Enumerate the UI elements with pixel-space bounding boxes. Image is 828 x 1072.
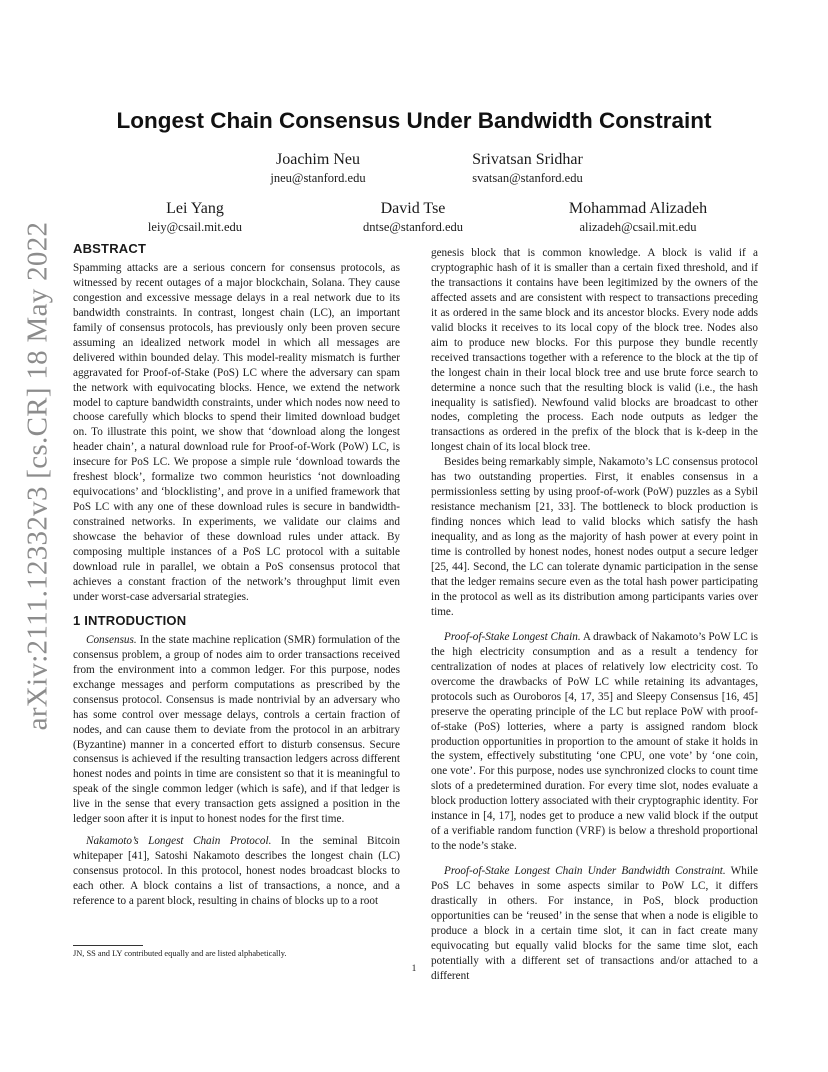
author-email: jneu@stanford.edu <box>270 171 366 185</box>
author-name: Joachim Neu <box>276 151 360 168</box>
paragraph <box>431 630 758 854</box>
paragraph-runin-heading: Proof-of-Stake Longest Chain Under Bandwidth Constraint. <box>444 865 726 878</box>
paragraph <box>73 834 400 909</box>
paragraph-runin-heading: Nakamoto’s Longest Chain Protocol. <box>86 835 272 848</box>
paper-title: Longest Chain Consensus Under Bandwidth Constraint <box>116 108 712 133</box>
arxiv-identifier-stamp <box>20 221 56 731</box>
author-email: dntse@stanford.edu <box>362 220 464 234</box>
paragraph-runin-heading: Consensus. <box>86 633 137 646</box>
paragraph: genesis block that is common knowledge. A block is valid if a cryptographic hash of it is smaller than a certain fixed threshold, and if the transactions it contains have been legitimized by the owners of the affected assets and are consistent with respect to transactions preceding it as ordered in the same block and its ancestor blocks. Every node adds valid blocks it receives to its local copy of the block tree. Nodes also aim to produce new blocks. For this purpose they bundle recently received transactions together with a reference to the block at the tip of the longest chain in their local block tree and use brute force search to determine a nonce such that the resulting block is valid (i.e., the hash inequality is satisfied). Newfound valid blocks are broadcast to other nodes, completing the process. Each node outputs as ledger the transactions as ordered in the prefix of the block that is k-deep in the longest chain of its local block tree. <box>431 247 758 454</box>
author-block <box>323 199 503 235</box>
paragraph-text: In the seminal Bitcoin whitepaper [41], Satoshi Nakamoto describes the longest chain (LC) consensus protocol. In this protocol, honest nodes broadcast blocks to each other. A block contains a list of transactions, a nonce, and a reference to a parent block, resulting in chains of blocks up to a root <box>73 835 400 908</box>
paragraph <box>73 633 400 827</box>
author-email: leiy@csail.mit.edu <box>147 220 243 234</box>
left-column <box>73 242 400 909</box>
paragraph-text: While PoS LC behaves in some aspects similar to PoW LC, it differs drastically in others. For instance, in PoS, block production opportunities can be ‘reused’ in the sense that when a node is eligible to produce a block in a certain time slot, it can in fact create many equivocating but equally valid blocks for the same time slot, each potentially with a different set of transactions and/or attached to a different <box>431 865 758 982</box>
right-column <box>431 246 758 984</box>
author-block <box>540 199 736 235</box>
abstract-text: Spamming attacks are a serious concern for consensus protocols, as witnessed by recent outages of a major blockchain, Solana. They cause congestion and excessive message delays in a real network due to its bandwidth constraints. In contrast, longest chain (LC), an important family of consensus protocols, has previously only been proven secure assuming an idealized network model in which all messages are delivered within bounded delay. This model-reality mismatch is further aggravated for Proof-of-Stake (PoS) LC where the adversary can spam the network with equivocating blocks. Hence, we extend the network model to capture bandwidth constraints, under which nodes now need to choose carefully which blocks to spend their limited download budget on. To illustrate this point, we show that ‘download along the longest header chain’, a natural download rule for Proof-of-Work (PoW) LC, is insecure for PoS LC. We propose a simple rule ‘download towards the freshest block’, formalize two common heuristics ‘not downloading equivocations’ and ‘blocklisting’, and prove in a unified framework that PoS LC with any one of these download rules is secure in bandwidth-constrained networks. In experiments, we validate our claims and showcase the behavior of these download rules under attack. By composing multiple instances of a PoS LC protocol with a suitable download rule in parallel, we obtain a PoS consensus protocol that achieves a constant fraction of the network’s throughput limit even under worst-case adversarial strategies. <box>73 261 400 603</box>
author-name: David Tse <box>380 200 446 217</box>
arxiv-stamp-text: arXiv:2111.12332v3 [cs.CR] 18 May 2022 <box>21 221 54 731</box>
paragraph: Besides being remarkably simple, Nakamoto’s LC consensus protocol has two outstanding properties. First, it enables consensus in a permissionless setting by using proof-of-work (PoW) puzzles as a Sybil resistance mechanism [21, 33]. The bottleneck to block production is finding nonces which lead to valid blocks which satisfy the hash inequality, and as long as the majority of hash power at every point in time is controlled by honest nodes, honest nodes output a secure ledger [25, 44]. Second, the LC can tolerate dynamic participation in the sense that the ledger remains secure even as the total hash power participating in the protocol as well as its distribution among participants varies over time. <box>431 456 758 618</box>
section-heading-introduction: 1 INTRODUCTION <box>73 612 187 628</box>
author-name: Mohammad Alizadeh <box>568 200 708 217</box>
author-name: Lei Yang <box>166 200 224 217</box>
abstract-heading: ABSTRACT <box>73 241 147 256</box>
author-email: alizadeh@csail.mit.edu <box>579 220 697 234</box>
author-email: svatsan@stanford.edu <box>472 171 583 185</box>
page-number: 1 <box>411 964 417 974</box>
footnote: JN, SS and LY contributed equally and are listed alphabetically. <box>73 949 287 958</box>
paragraph-text: A drawback of Nakamoto’s PoW LC is the high electricity consumption and as a result a tendency for centralization of nodes at places of relatively low electricity cost. To overcome the drawbacks of PoW LC while retaining its advantages, protocols such as Ouroboros [4, 17, 35] and Sleepy Consensus [16, 45] preserve the operating principle of the LC but replace PoW with proof-of-stake (PoS) lotteries, where a party is assigned random block production opportunities in proportion to the amount of stake it holds in the system, effectively substituting ‘one CPU, one vote’ by ‘one coin, one vote’. For this purpose, nodes use synchronized clocks to count time slots of a predetermined duration. For every time slot, nodes evaluate a block production lottery associated with their cryptographic identity. For instance in [4, 17], nodes get to produce a new valid block if the output of a verifiable random function (VRF) is below a threshold proportional to the node’s stake. <box>431 630 758 853</box>
author-name: Srivatsan Sridhar <box>472 151 583 168</box>
paragraph-runin-heading: Proof-of-Stake Longest Chain. <box>444 630 581 643</box>
author-block <box>220 150 416 186</box>
author-block <box>425 150 630 186</box>
footnote-divider <box>73 945 143 946</box>
author-block <box>110 199 280 235</box>
paragraph-text: In the state machine replication (SMR) formulation of the consensus problem, a group of nodes aim to order transactions received from the environment into a common ledger. For this purpose, nodes exchange messages and perform computations as prescribed by the consensus protocol. Consensus is made nontrivial by an adversary who has some control over message delays, controls a certain fraction of nodes, and can cause them to deviate from the protocol in an arbitrary (Byzantine) manner in a concerted effort to disturb consensus. Secure consensus is achieved if the resulting transaction ledgers across different honest nodes and points in time are consistent so that it is meaningful to speak of the single common ledger (which is safe), and if that ledger is live in the sense that every transaction gets assigned a position in the ledger soon after it is input to honest nodes for the first time. <box>73 633 400 826</box>
